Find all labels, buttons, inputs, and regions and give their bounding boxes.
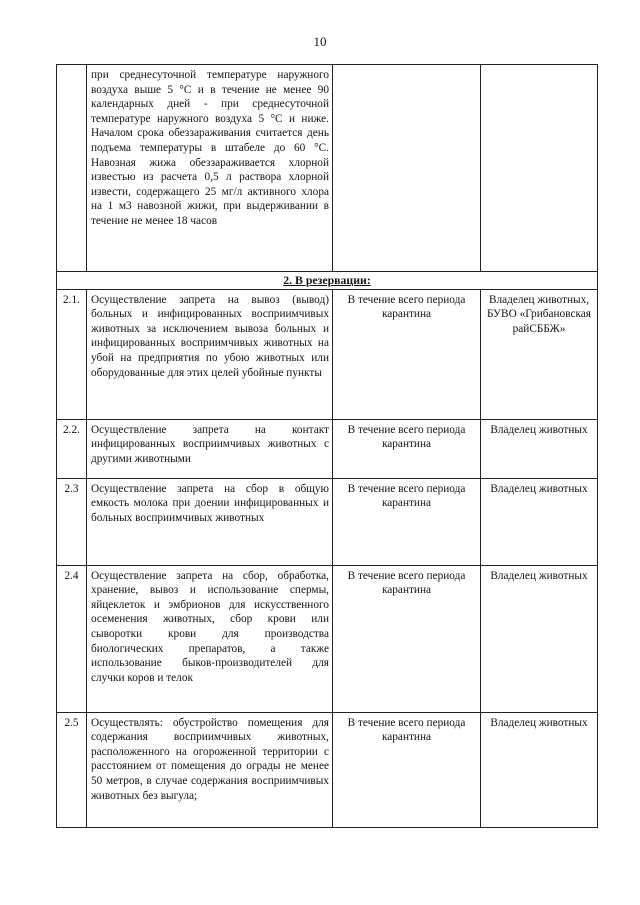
responsible-cell: Владелец животных, БУВО «Грибановская райСББЖ»	[481, 289, 598, 419]
term-cell: В течение всего периода карантина	[333, 419, 481, 478]
section-title	[57, 272, 598, 290]
action-cell: Осуществление запрета на сбор, обработка, хранение, вывоз и использование спермы, яйцеклеток и эмбрионов для искусственного осеменения животных, сбор крови или сыворотки крови для производства биологических препаратов, а также использование быков-производителей для случки коров и телок	[87, 565, 333, 712]
table-row	[57, 712, 598, 827]
row-number-cell: 2.2.	[57, 419, 87, 478]
term-cell: В течение всего периода карантина	[333, 565, 481, 712]
responsible-cell	[481, 65, 598, 272]
table-row	[57, 565, 598, 712]
responsible-cell: Владелец животных	[481, 478, 598, 565]
section-title-text: 2. В резервации:	[283, 273, 371, 287]
responsible-cell: Владелец животных	[481, 565, 598, 712]
term-cell: В течение всего периода карантина	[333, 478, 481, 565]
page-number: 10	[313, 34, 327, 49]
row-number-cell: 2.5	[57, 712, 87, 827]
action-cell: Осуществление запрета на контакт инфицированных восприимчивых животных с другими животными	[87, 419, 333, 478]
responsible-cell: Владелец животных	[481, 419, 598, 478]
table-row	[57, 289, 598, 419]
continuation-row	[57, 65, 598, 272]
term-cell: В течение всего периода карантина	[333, 289, 481, 419]
row-number-cell: 2.3	[57, 478, 87, 565]
row-number-cell: 2.1.	[57, 289, 87, 419]
action-cell: Осуществлять: обустройство помещения для содержания восприимчивых животных, расположенного на огороженной территории с расстоянием от помещения до ограды не менее 50 метров, в случае содержания восприимчивых животных без выгула;	[87, 712, 333, 827]
section-header-row	[57, 272, 598, 290]
action-cell: Осуществление запрета на вывоз (вывод) больных и инфицированных восприимчивых животных за исключением вывоза больных и инфицированных восприимчивых животных на убой на предприятия по убою животных или оборудованные для этих целей убойные пункты	[87, 289, 333, 419]
term-cell	[333, 65, 481, 272]
row-number-cell: 2.4	[57, 565, 87, 712]
action-cell: при среднесуточной температуре наружного воздуха выше 5 °С и в течение не менее 90 календарных дней - при среднесуточной температуре наружного воздуха 5 °С и ниже. Началом срока обеззараживания считается день подъема температуры в штабеле до 60 °С. Навозная жижа обеззараживается хлорной известью из расчета 0,5 л раствора хлорной извести, содержащего 25 мг/л активного хлора на 1 м3 навозной жижи, при выдерживании в течение не менее 18 часов	[87, 65, 333, 272]
table-row	[57, 478, 598, 565]
responsible-cell: Владелец животных	[481, 712, 598, 827]
measures-table	[56, 64, 598, 828]
row-number-cell	[57, 65, 87, 272]
table-row	[57, 419, 598, 478]
action-cell: Осуществление запрета на сбор в общую емкость молока при доении инфицированных и больных восприимчивых животных	[87, 478, 333, 565]
term-cell: В течение всего периода карантина	[333, 712, 481, 827]
